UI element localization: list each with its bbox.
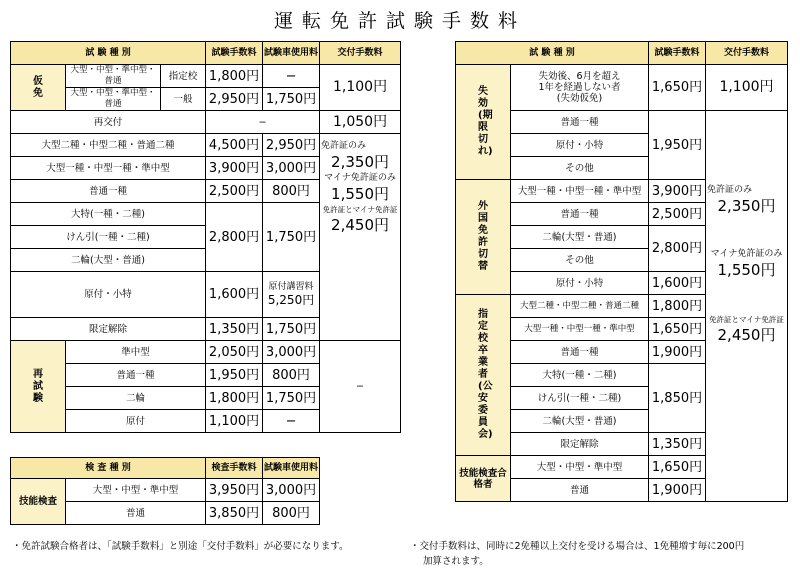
inspection-header-category: 検 査 種 別: [11, 458, 206, 479]
saishiken-issue: −: [320, 341, 401, 433]
header-category: 試 験 種 別: [11, 42, 206, 65]
karimen-sub-2: 一般: [161, 88, 206, 111]
futsu-label: 普通一種: [11, 180, 206, 203]
shikko-row3-label: 原付・小特: [511, 134, 649, 157]
reissue-mid: −: [206, 111, 320, 134]
shikko-row1-label: 失効後、6月を超え 1年を経過しない者 (失効仮免): [511, 65, 649, 111]
menkyo-label: 免許証のみ: [707, 185, 753, 195]
menkyo-label: 免許証のみ: [321, 141, 367, 151]
right-fee-table: [455, 41, 788, 502]
ginou-row1-label: 大型・中型・準中型: [511, 456, 649, 479]
right-header-issue: 交付手数料: [706, 42, 788, 65]
saishiken-label: 再試験: [11, 341, 66, 433]
karimen-exam-1: 1,800円: [206, 65, 263, 88]
class2-exam: 4,500円: [206, 134, 263, 157]
inspection-header-exam: 検査手数料: [206, 458, 263, 479]
gaikoku-row1-exam: 3,900円: [649, 180, 706, 203]
saishiken-row-label: 普通一種: [66, 364, 206, 387]
gaikoku-row5-label: 原付・小特: [511, 272, 649, 295]
shikko-row1-issue: 1,100円: [706, 65, 788, 111]
both-label: 免許証とマイナ免許証: [709, 315, 784, 324]
ginou-row2-exam: 1,900円: [649, 479, 706, 502]
saishiken-vehicle: 800円: [263, 364, 320, 387]
karimen-type-1: 大型・中型・準中型・普通: [66, 65, 161, 88]
inspection-row-label: 普通: [66, 502, 206, 525]
shitei-row7-exam: 1,350円: [649, 433, 706, 456]
gaikoku-group-exam: 2,800円: [649, 226, 706, 272]
karimen-vehicle-2: 1,750円: [263, 88, 320, 111]
right-issue-fees: [706, 111, 788, 502]
shitei-row1-label: 大型二種・中型二種・普通二種: [511, 295, 649, 318]
shikko-row2-label: 普通一種: [511, 111, 649, 134]
left-issue-fees: [320, 134, 401, 341]
karimen-issue: 1,100円: [320, 65, 401, 111]
note-right-line2: 加算されます。: [423, 556, 489, 567]
gaikoku-row5-exam: 1,600円: [649, 272, 706, 295]
karimen-sub-1: 指定校: [161, 65, 206, 88]
shikko-group-exam: 1,950円: [649, 111, 706, 180]
gaikoku-row4-label: その他: [511, 249, 649, 272]
both-label: 免許証とマイナ免許証: [322, 205, 398, 214]
gaikoku-row2-exam: 2,500円: [649, 203, 706, 226]
gentsuki-vehicle: 5,250円: [267, 292, 315, 307]
inspection-vehicle: 800円: [263, 502, 320, 525]
header-vehicle-fee: 試験車使用料: [263, 42, 320, 65]
page-title: 運転免許試験手数料: [273, 10, 526, 32]
shitei-row2-exam: 1,650円: [649, 318, 706, 341]
class1-vehicle: 3,000円: [263, 157, 320, 180]
shitei-row7-label: 限定解除: [511, 433, 649, 456]
kenin-label: けん引(一種・二種): [11, 226, 206, 249]
gentsuki-label: 原付・小特: [11, 272, 206, 318]
myna-label: マイナ免許証のみ: [324, 173, 396, 183]
right-header-exam: 試験手数料: [649, 42, 706, 65]
karimen-vehicle-1: −: [263, 65, 320, 88]
gentei-label: 限定解除: [11, 318, 206, 341]
ginou-label: 技能検査合格者: [456, 456, 511, 502]
myna-fee: 1,550円: [717, 261, 776, 279]
inspection-table: [10, 457, 320, 525]
shitei-row5-label: けん引(一種・二種): [511, 387, 649, 410]
reissue-issue: 1,050円: [320, 111, 401, 134]
shitei-row3-label: 普通一種: [511, 341, 649, 364]
gaikoku-row3-label: 二輪(大型・普通): [511, 226, 649, 249]
saishiken-row-label: 原付: [66, 410, 206, 433]
right-header-category: 試 験 種 別: [456, 42, 649, 65]
class2-label: 大型二種・中型二種・普通二種: [11, 134, 206, 157]
gentsuki-vehicle-label: 原付講習料: [268, 281, 314, 292]
menkyo-fee: 2,350円: [331, 153, 389, 171]
karimen-type-2: 大型・中型・準中型・普通: [66, 88, 161, 111]
ginou-row2-label: 普通: [511, 479, 649, 502]
shitei-row2-label: 大型一種・中型一種・準中型: [511, 318, 649, 341]
nirin-label: 二輪(大型・普通): [11, 249, 206, 272]
both-fee: 2,450円: [717, 326, 776, 344]
both-fee: 2,450円: [331, 216, 389, 234]
futsu-exam: 2,500円: [206, 180, 263, 203]
shikko-row4-label: その他: [511, 157, 649, 180]
gentei-exam: 1,350円: [206, 318, 263, 341]
shitei-row3-exam: 1,900円: [649, 341, 706, 364]
saishiken-row-label: 準中型: [66, 341, 206, 364]
gaikoku-row1-label: 大型一種・中型一種・準中型: [511, 180, 649, 203]
class2-vehicle: 2,950円: [263, 134, 320, 157]
inspection-exam: 3,850円: [206, 502, 263, 525]
shitei-row6-label: 二輪(大型・普通): [511, 410, 649, 433]
reissue-label: 再交付: [11, 111, 206, 134]
gaikoku-label: 外国免許切替: [456, 180, 511, 295]
class1-label: 大型一種・中型一種・準中型: [11, 157, 206, 180]
shikko-label: 失効(期限切れ): [456, 65, 511, 180]
karimen-label: 仮免: [11, 65, 66, 111]
left-fee-table: [10, 41, 401, 433]
myna-label: マイナ免許証のみ: [710, 249, 783, 259]
gentei-vehicle: 1,750円: [263, 318, 320, 341]
inspection-vehicle: 3,000円: [263, 479, 320, 502]
saishiken-exam: 2,050円: [206, 341, 263, 364]
futsu-vehicle: 800円: [263, 180, 320, 203]
ginou-row1-exam: 1,650円: [649, 456, 706, 479]
gaikoku-row2-label: 普通一種: [511, 203, 649, 226]
inspection-header-vehicle: 試験車使用料: [263, 458, 320, 479]
saishiken-exam: 1,950円: [206, 364, 263, 387]
saishiken-vehicle: −: [263, 410, 320, 433]
myna-fee: 1,550円: [331, 185, 389, 203]
gentsuki-vehicle-cell: [263, 272, 320, 318]
group-vehicle: 1,750円: [263, 203, 320, 272]
shitei-group-exam: 1,850円: [649, 364, 706, 433]
inspection-label: 技能検査: [11, 479, 66, 525]
menkyo-fee: 2,350円: [717, 197, 776, 215]
note-right-line1: ・交付手数料は、同時に2免種以上交付を受ける場合は、1免種増す毎に200円: [410, 541, 745, 552]
group-exam: 2,800円: [206, 203, 263, 272]
shitei-label: 指定校卒業者(公安委員会): [456, 295, 511, 456]
shikko-row1-exam: 1,650円: [649, 65, 706, 111]
class1-exam: 3,900円: [206, 157, 263, 180]
karimen-exam-2: 2,950円: [206, 88, 263, 111]
inspection-row-label: 大型・中型・準中型: [66, 479, 206, 502]
gentsuki-exam: 1,600円: [206, 272, 263, 318]
saishiken-row-label: 二輪: [66, 387, 206, 410]
header-exam-fee: 試験手数料: [206, 42, 263, 65]
saishiken-exam: 1,100円: [206, 410, 263, 433]
saishiken-vehicle: 1,750円: [263, 387, 320, 410]
header-issue-fee: 交付手数料: [320, 42, 401, 65]
shitei-row4-label: 大特(一種・二種): [511, 364, 649, 387]
saishiken-exam: 1,800円: [206, 387, 263, 410]
note-left: ・免許試験合格者は、「試験手数料」と別途「交付手数料」が必要になります。: [12, 541, 349, 552]
shitei-row1-exam: 1,800円: [649, 295, 706, 318]
saishiken-vehicle: 3,000円: [263, 341, 320, 364]
inspection-exam: 3,950円: [206, 479, 263, 502]
daitoku-label: 大特(一種・二種): [11, 203, 206, 226]
